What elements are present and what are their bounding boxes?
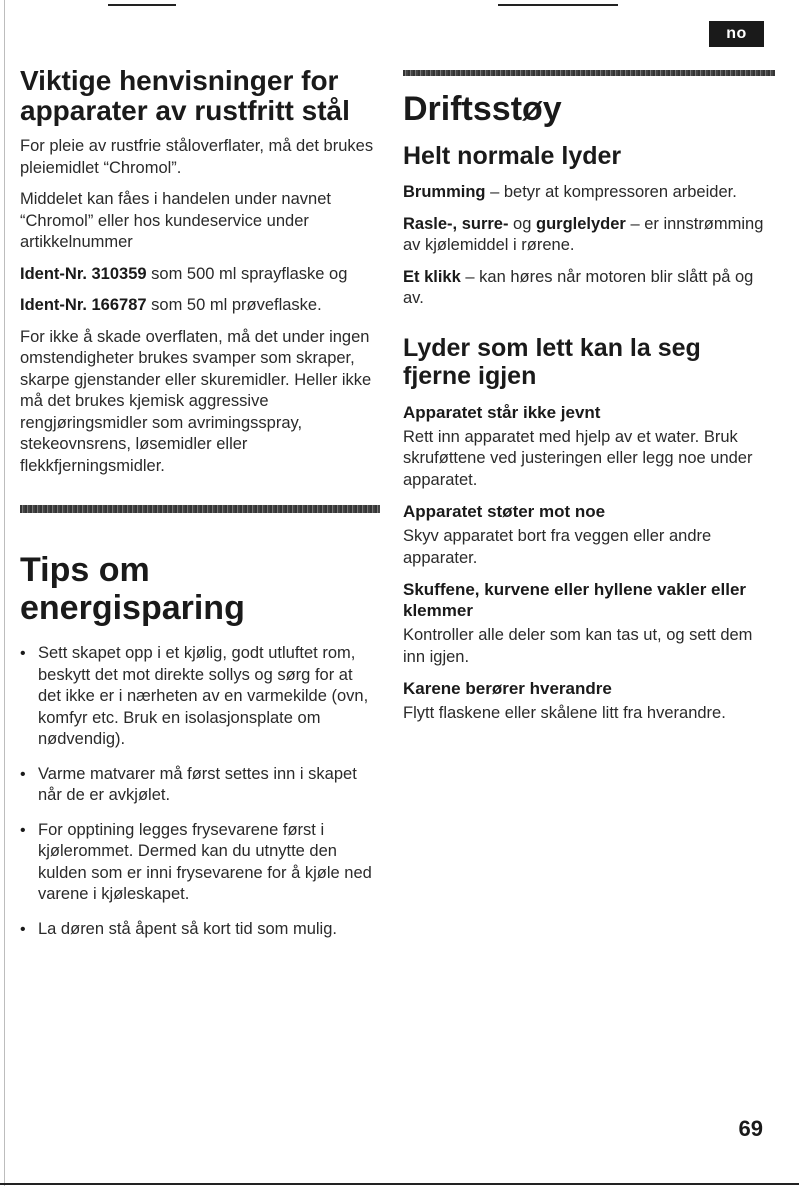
steel-paragraph-1: For pleie av rustfrie ståloverflater, må det brukes pleiemidlet “Chromol”. [20, 137, 374, 177]
section-divider-left [20, 505, 380, 513]
rattle-joiner: og [508, 214, 536, 233]
fixable-sounds-title: Lyder som lett kan la seg fjerne igjen [403, 333, 701, 390]
sound-item-humming [403, 182, 775, 204]
normal-sounds-section [403, 142, 775, 310]
sound-item-click [403, 267, 775, 310]
top-rule-left [108, 4, 176, 6]
stainless-steel-section [20, 66, 380, 477]
normal-sounds-title: Helt normale lyder [403, 142, 622, 170]
steel-section-title: Viktige henvisninger for apparater av rustfritt stål [20, 65, 350, 126]
fix-heading: Skuffene, kurvene eller hyllene vakler eller klemmer [403, 580, 747, 620]
energy-saving-section [20, 551, 380, 940]
noise-section-title: Driftsstøy [403, 90, 562, 128]
bottom-rule [0, 1183, 799, 1185]
list-item [403, 501, 775, 569]
fix-text: Skyv apparatet bort fra veggen eller andre apparater. [403, 527, 712, 567]
list-item [403, 579, 775, 668]
click-text: – kan høres når motoren blir slått på og av. [403, 267, 754, 307]
fix-heading: Karene berører hverandre [403, 679, 612, 698]
list-item: • For opptining legges frysevarene først i kjølerommet. Dermed kan du utnytte den kulden som er inni frysevarene for å kjøle ned varene i kjøleskapet. [20, 820, 380, 906]
humming-text: – betyr at kompressoren arbeider. [485, 183, 737, 201]
list-item: • Varme matvarer må først settes inn i skapet når de er avkjølet. [20, 764, 380, 807]
fix-text: Flytt flaskene eller skålene litt fra hverandre. [403, 704, 726, 722]
list-item [403, 402, 775, 492]
language-badge: no [709, 21, 764, 47]
ident-line-1 [20, 264, 380, 286]
fix-text: Rett inn apparatet med hjelp av et water. Bruk skruføttene ved justeringen eller legg noe under apparatet. [403, 427, 753, 489]
right-column [403, 70, 775, 735]
steel-paragraph-2: Middelet kan fåes i handelen under navnet “Chromol” eller hos kundeservice under artikkelnummer [20, 190, 331, 251]
steel-warning-paragraph: For ikke å skade overflaten, må det under ingen omstendigheter brukes svamper som skraper, skarpe gjenstander eller skuremidler. Heller ikke må det brukes kjemisk aggressive rengjøringsmidler som avrimingsspray, stekeovnsrens, løsemidler eller flekkfjerningsmidler. [20, 327, 372, 475]
humming-label: Brumming [403, 183, 486, 201]
fixable-sounds-section [403, 334, 775, 725]
ident-line-2 [20, 295, 380, 317]
list-item: • Sett skapet opp i et kjølig, godt utluftet rom, beskytt det mot direkte sollys og sørg for at det ikke er i nærheten av en varmekilde (ovn, komfyr etc. Bruk en isolasjonsplate om nødvendig). [20, 643, 380, 751]
fix-heading: Apparatet støter mot noe [403, 502, 606, 521]
top-rule-right [498, 4, 618, 6]
energy-section-title: Tips om energisparing [20, 551, 245, 627]
energy-tips-list [20, 643, 380, 940]
left-column [20, 66, 380, 953]
gurgle-label: gurglelyder [536, 214, 626, 233]
rattle-label: Rasle-, surre- [403, 214, 509, 233]
click-label: Et klikk [403, 267, 461, 286]
sound-item-rattle [403, 214, 775, 257]
rattle-text: – er innstrømming av kjølemiddel i rørene. [403, 214, 764, 254]
ident-text-2: som 50 ml prøveflaske. [146, 296, 322, 314]
ident-text-1: som 500 ml sprayflaske og [146, 264, 348, 283]
page-number: 69 [738, 1116, 763, 1141]
list-item: • La døren stå åpent så kort tid som mulig. [20, 919, 380, 941]
ident-number-1: Ident-Nr. 310359 [20, 264, 147, 283]
fix-heading: Apparatet står ikke jevnt [403, 402, 601, 422]
fix-text: Kontroller alle deler som kan tas ut, og sett dem inn igjen. [403, 626, 753, 666]
section-divider-right [403, 70, 775, 76]
list-item [403, 678, 775, 725]
ident-number-2: Ident-Nr. 166787 [20, 296, 147, 314]
scan-edge-line [4, 0, 5, 1186]
